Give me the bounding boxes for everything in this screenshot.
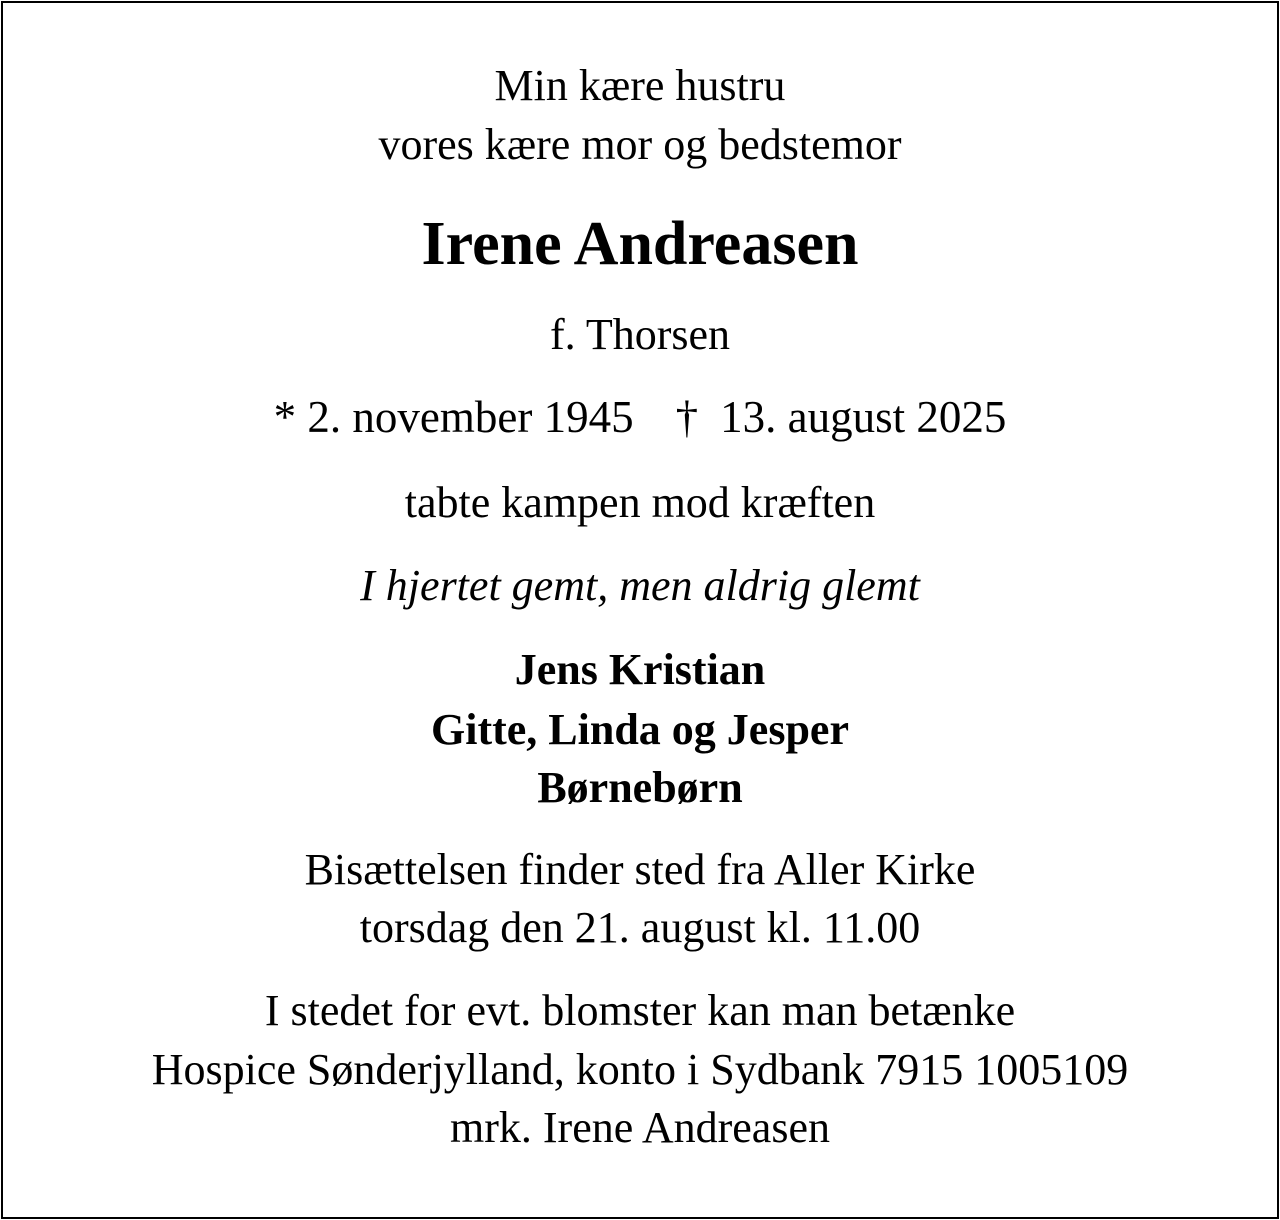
donation-line-1: I stedet for evt. blomster kan man betænke bbox=[264, 986, 1016, 1035]
intro-line-1: Min kære hustru bbox=[494, 61, 786, 110]
memorial-quote: I hjertet gemt, men aldrig glemt bbox=[360, 561, 920, 610]
funeral-line-2: torsdag den 21. august kl. 11.00 bbox=[359, 903, 921, 952]
cause-text: tabte kampen mod kræften bbox=[404, 478, 876, 527]
mourner-line-1: Jens Kristian bbox=[514, 645, 766, 694]
intro-line-2: vores kære mor og bedstemor bbox=[378, 120, 902, 169]
born-symbol: * bbox=[273, 392, 297, 442]
donation-line-3: mrk. Irene Andreasen bbox=[450, 1103, 830, 1152]
funeral-line-1: Bisættelsen finder sted fra Aller Kirke bbox=[304, 845, 976, 894]
donation-line-2: Hospice Sønderjylland, konto i Sydbank 7915 1005109 bbox=[151, 1045, 1129, 1094]
life-dates bbox=[3, 392, 1277, 442]
died-date: 13. august 2025 bbox=[720, 392, 1007, 442]
born-date: 2. november 1945 bbox=[307, 392, 634, 442]
deceased-name: Irene Andreasen bbox=[421, 210, 859, 278]
maiden-name: f. Thorsen bbox=[549, 310, 731, 359]
mourner-line-3: Børnebørn bbox=[537, 763, 743, 812]
mourner-line-2: Gitte, Linda og Jesper bbox=[431, 705, 849, 754]
obituary-notice bbox=[1, 1, 1279, 1219]
dagger-symbol: † bbox=[675, 392, 699, 442]
